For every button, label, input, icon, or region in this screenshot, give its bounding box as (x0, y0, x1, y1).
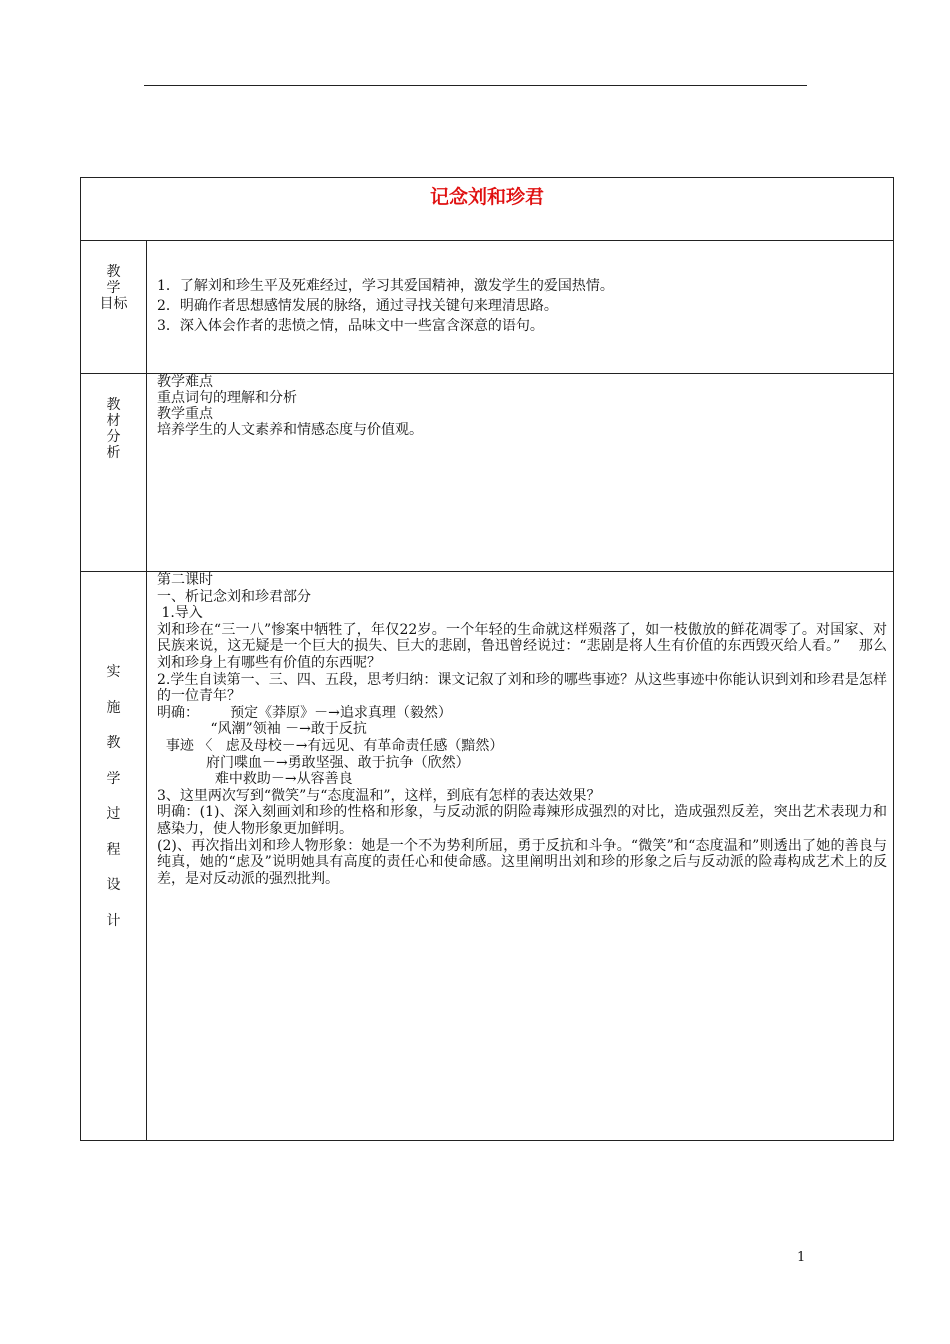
subsection-heading: 1.导入 (157, 605, 203, 622)
header-rule (144, 85, 807, 86)
process-label-char: 计 (106, 912, 121, 929)
analysis-line: 培养学生的人文素养和情感态度与价值观。 (157, 422, 423, 438)
title-row (81, 178, 893, 240)
analysis-line: 教学难点 (157, 374, 213, 390)
teaching-process-row (81, 571, 893, 1140)
analysis-line: 重点词句的理解和分析 (157, 390, 297, 406)
deeds-line: 难中救助－→从容善良 (157, 771, 353, 788)
process-label-char: 施 (106, 699, 121, 716)
teaching-process-label (81, 572, 147, 1140)
process-label-char: 程 (106, 841, 121, 858)
material-analysis-label-text: 教 材 分 析 (106, 397, 121, 461)
material-analysis-label (81, 374, 147, 571)
section-heading: 一、析记念刘和珍君部分 (157, 588, 311, 605)
answer-two: (2)、再次指出刘和珍人物形象：她是一个不为势利所屈，勇于反抗和斗争。“微笑”和“态度温和”则透出了她的善良与纯真，她的“虑及”说明她具有高度的责任心和使命感。这里阐明出刘和珍的形象之后与反动派的险毒构成艺术上的反差，是对反动派的强烈批判。 (157, 837, 887, 887)
material-analysis-row (81, 373, 893, 571)
process-label-char: 设 (106, 877, 121, 893)
goal-item: 3．深入体会作者的悲愤之情，品味文中一些富含深意的语句。 (157, 318, 544, 334)
question-three: 3、这里两次写到“微笑”与“态度温和”，这样，到底有怎样的表达效果？ (157, 787, 601, 804)
page-number: 1 (797, 1250, 806, 1265)
teaching-goals-content (147, 241, 893, 373)
teaching-process-content (147, 572, 893, 1140)
deeds-line: 事迹 〈 虑及母校－→有远见、有革命责任感（黯然） (157, 737, 504, 754)
teaching-goals-label (81, 241, 147, 373)
lesson-plan-table (80, 177, 894, 1141)
deeds-line: “风潮”领袖 －→敢于反抗 (157, 721, 367, 738)
process-label-char: 教 (106, 735, 121, 751)
deeds-line: 明确： 预定《莽原》－→追求真理（毅然） (157, 704, 452, 721)
process-label-char: 实 (106, 664, 121, 680)
goal-item: 2．明确作者思想感情发展的脉络，通过寻找关键句来理清思路。 (157, 298, 558, 314)
goal-item: 1．了解刘和珍生平及死难经过，学习其爱国精神，激发学生的爱国热情。 (157, 278, 614, 294)
answer-one: 明确：(1)、深入刻画刘和珍的性格和形象，与反动派的阴险毒辣形成强烈的对比，造成强烈反差，突出艺术表现力和感染力，使人物形象更加鲜明。 (157, 804, 887, 837)
teaching-goals-row (81, 240, 893, 373)
analysis-line: 教学重点 (157, 406, 213, 422)
page-title: 记念刘和珍君 (429, 186, 544, 208)
deeds-line: 府门喋血－→勇敢坚强、敢于抗争（欣然） (157, 754, 470, 771)
lesson-heading: 第二课时 (157, 572, 213, 588)
teaching-goals-label-text: 教 学 目标 (99, 264, 128, 312)
intro-paragraph: 刘和珍在“三一八”惨案中牺牲了，年仅22岁。一个年轻的生命就这样殒落了，如一枝傲放的鲜花凋零了。对国家、对民族来说，这无疑是一个巨大的损失、巨大的悲剧，鲁迅曾经说过：“悲剧是将人生有价值的东西毁灭给人看。” 那么刘和珍身上有哪些有价值的东西呢？ (157, 621, 887, 671)
process-label-char: 过 (106, 806, 121, 822)
material-analysis-content (147, 374, 893, 571)
question-two: 2.学生自读第一、三、四、五段，思考归纳：课文记叙了刘和珍的哪些事迹？从这些事迹中你能认识到刘和珍君是怎样的一位青年？ (157, 671, 887, 705)
process-label-char: 学 (106, 770, 121, 787)
